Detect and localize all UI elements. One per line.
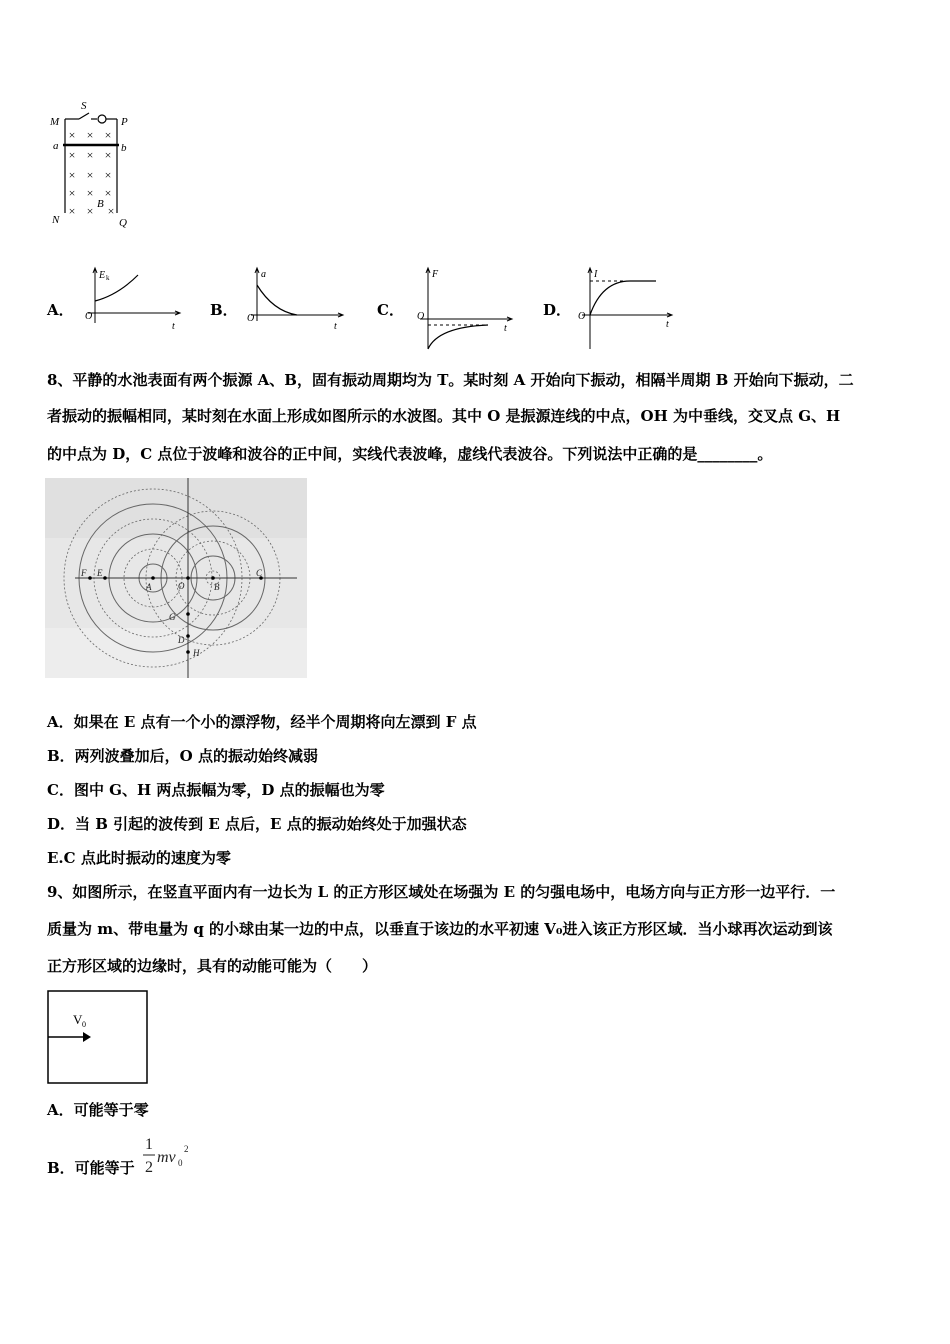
graph-option-a xyxy=(80,265,185,335)
q8-line-1: 8、平静的水池表面有两个振源 A、B，固有振动周期均为 T。某时刻 A 开始向下振动，相隔半周期 B 开始向下振动，二 xyxy=(47,371,854,389)
svg-text:×: × xyxy=(86,168,94,182)
formula-sup-2: 2 xyxy=(184,1144,189,1154)
graph-d-origin: O xyxy=(578,311,586,322)
svg-text:×: × xyxy=(68,186,76,200)
wave-label-A: A xyxy=(146,582,152,592)
graph-b-origin: O xyxy=(247,313,255,324)
graph-a-origin: O xyxy=(85,311,93,322)
graph-a-xlabel: t xyxy=(172,321,175,332)
graph-d-xlabel: t xyxy=(666,319,669,330)
q8-option-a: A．如果在 E 点有一个小的漂浮物，经半个周期将向左漂到 F 点 xyxy=(47,713,477,731)
fraction-numerator: 1 xyxy=(145,1136,153,1153)
label-b: b xyxy=(121,142,127,154)
graph-a-ylabel: E xyxy=(99,270,106,281)
graph-c-origin: O xyxy=(417,311,425,322)
graph-d-ylabel: I xyxy=(594,269,598,280)
graph-a-ysub: k xyxy=(106,274,110,282)
q8-line-3: 的中点为 D，C 点位于波峰和波谷的正中间，实线代表波峰，虚线代表波谷。下列说法中正确的是________。 xyxy=(47,445,773,463)
graph-c-ylabel: F xyxy=(432,269,439,280)
label-P: P xyxy=(121,116,128,128)
graph-option-d xyxy=(570,265,680,355)
label-N: N xyxy=(52,214,60,226)
wave-label-B: B xyxy=(214,582,220,592)
q8-option-b: B．两列波叠加后，O 点的振动始终减弱 xyxy=(47,747,318,765)
svg-text:×: × xyxy=(104,148,112,162)
svg-text:×: × xyxy=(86,128,94,142)
q8-option-d: D．当 B 引起的波传到 E 点后，E 点的振动始终处于加强状态 xyxy=(47,815,467,833)
wave-label-F: F xyxy=(81,568,87,578)
graph-option-c xyxy=(412,265,522,355)
q7-option-d-letter: D． xyxy=(543,301,572,319)
wave-label-O: O xyxy=(178,581,185,591)
q9-line-1: 9、如图所示，在竖直平面内有一边长为 L 的正方形区域处在场强为 E 的匀强电场中，电场方向与正方形一边平行．一 xyxy=(47,883,836,901)
wave-label-G: G xyxy=(169,612,176,622)
wave-label-D: D xyxy=(178,635,185,645)
q7-option-b-letter: B． xyxy=(210,301,238,319)
label-S: S xyxy=(81,100,87,112)
water-wave-figure xyxy=(45,478,307,678)
svg-text:×: × xyxy=(86,204,94,218)
formula-mv: mv xyxy=(157,1149,176,1166)
label-Q: Q xyxy=(119,217,127,229)
svg-text:×: × xyxy=(68,148,76,162)
magnetic-field-crosses xyxy=(69,128,115,218)
svg-text:×: × xyxy=(68,168,76,182)
graph-b-ylabel: a xyxy=(261,269,266,280)
q8-option-e: E.C 点此时振动的速度为零 xyxy=(47,849,231,867)
svg-text:×: × xyxy=(104,128,112,142)
svg-text:×: × xyxy=(104,186,112,200)
svg-text:×: × xyxy=(68,204,76,218)
svg-text:×: × xyxy=(86,148,94,162)
velocity-label: V xyxy=(73,1012,83,1027)
q7-option-c-letter: C． xyxy=(377,301,404,319)
circuit-figure xyxy=(45,95,145,230)
graph-b-xlabel: t xyxy=(334,321,337,332)
svg-text:×: × xyxy=(86,186,94,200)
velocity-sub: 0 xyxy=(82,1020,86,1029)
graph-option-b xyxy=(245,265,350,335)
label-a: a xyxy=(53,140,59,152)
q8-line-2: 者振动的振幅相同，某时刻在水面上形成如图所示的水波图。其中 O 是振源连线的中点，OH 为中垂线，交叉点 G、H xyxy=(47,407,841,425)
svg-text:×: × xyxy=(104,168,112,182)
q9-line-2: 质量为 m、带电量为 q 的小球由某一边的中点，以垂直于该边的水平初速 V₀进入该正方形区域．当小球再次运动到该 xyxy=(47,920,833,938)
graph-c-xlabel: t xyxy=(504,323,507,334)
q9-option-b-prefix: B．可能等于 xyxy=(47,1159,135,1177)
square-field-figure xyxy=(47,990,149,1085)
wave-label-E: E xyxy=(97,568,103,578)
svg-text:×: × xyxy=(68,128,76,142)
q8-option-c: C．图中 G、H 两点振幅为零，D 点的振幅也为零 xyxy=(47,781,385,799)
q7-option-a-letter: A． xyxy=(47,301,74,319)
label-M: M xyxy=(50,116,60,128)
formula-sub-0: 0 xyxy=(178,1158,183,1168)
label-B: B xyxy=(97,198,104,210)
wave-label-H: H xyxy=(193,648,200,658)
wave-label-C: C xyxy=(256,568,263,578)
fraction-denominator: 2 xyxy=(145,1159,153,1176)
svg-text:×: × xyxy=(107,204,115,218)
q9-line-3: 正方形区域的边缘时，具有的动能可能为（ ） xyxy=(47,957,378,975)
q9-option-a: A．可能等于零 xyxy=(47,1101,149,1119)
formula-half-mv0-squared xyxy=(140,1132,200,1180)
